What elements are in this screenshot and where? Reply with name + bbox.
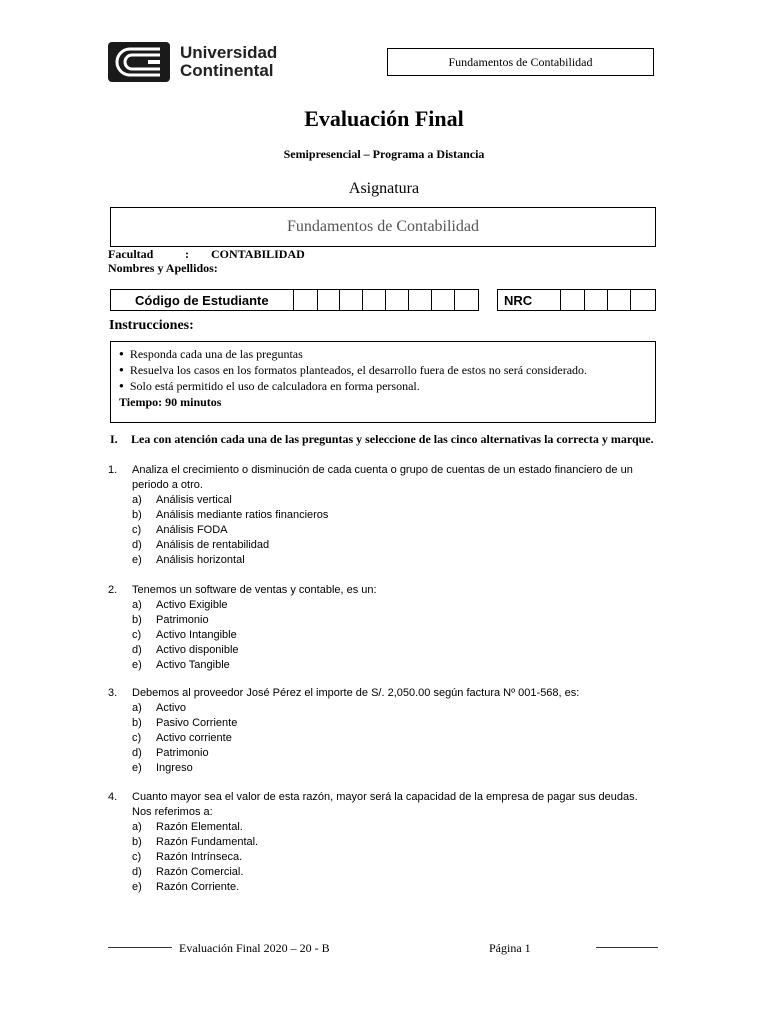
option[interactable]: b) Patrimonio [132, 614, 209, 626]
asignatura-label: Asignatura [348, 180, 420, 197]
question-text: Cuanto mayor sea el valor de esta razón, mayor será la capacidad de la empresa de pagar sus deudas. Nos referimos a: [132, 791, 638, 818]
question-text: Debemos al proveedor José Pérez el importe de S/. 2,050.00 según factura Nº 001-568, es: [132, 687, 580, 699]
question-3 [108, 686, 658, 776]
question-text: Analiza el crecimiento o disminución de cada cuenta o grupo de cuentas de un estado financiero de un periodo a otro. [132, 464, 633, 491]
question-number: 4. [108, 791, 118, 803]
asignatura-value: Fundamentos de Contabilidad [287, 218, 479, 235]
code-digit-box[interactable] [431, 289, 455, 311]
names-label: Nombres y Apellidos: [108, 261, 218, 275]
question-text: Tenemos un software de ventas y contable, es un: [132, 584, 377, 596]
section-text: Lea con atención cada una de las preguntas y seleccione de las cinco alternativas la correcta y marque. [131, 432, 654, 446]
page-number: Página 1 [489, 941, 531, 955]
section-number: I. [110, 432, 118, 446]
nrc-digit-box[interactable] [560, 289, 585, 311]
option[interactable]: c) Activo Intangible [132, 629, 237, 641]
question-number: 3. [108, 687, 118, 699]
option[interactable]: e) Activo Tangible [132, 659, 230, 671]
nrc-label: NRC [497, 289, 561, 311]
option[interactable]: c) Razón Intrínseca. [132, 851, 243, 863]
question-number: 2. [108, 584, 118, 596]
nrc-digit-box[interactable] [607, 289, 631, 311]
code-digit-box[interactable] [385, 289, 409, 311]
instruction-item: ● Resuelva los casos en los formatos planteados, el desarrollo fuera de estos no será considerado. [119, 363, 647, 379]
code-digit-box[interactable] [317, 289, 340, 311]
time-limit: Tiempo: 90 minutos [119, 395, 222, 409]
section-heading [110, 431, 658, 447]
instruction-item: ● Responda cada una de las preguntas [119, 347, 647, 363]
nrc-digit-box[interactable] [630, 289, 656, 311]
instruction-item: ● Solo está permitido el uso de calculadora en forma personal. [119, 379, 647, 395]
option[interactable]: d) Activo disponible [132, 644, 239, 656]
option[interactable]: c) Análisis FODA [132, 524, 228, 536]
option[interactable]: b) Pasivo Corriente [132, 717, 238, 729]
faculty-block [108, 247, 305, 275]
code-digit-box[interactable] [293, 289, 318, 311]
option[interactable]: d) Análisis de rentabilidad [132, 539, 270, 551]
instructions-box [110, 341, 656, 423]
option[interactable]: a) Razón Elemental. [132, 821, 243, 833]
option[interactable]: e) Razón Corriente. [132, 881, 240, 893]
nrc-digit-box[interactable] [584, 289, 608, 311]
code-digit-box[interactable] [454, 289, 479, 311]
page-subtitle: Semipresencial – Programa a Distancia [283, 147, 485, 161]
option[interactable]: a) Análisis vertical [132, 494, 232, 506]
university-name: Universidad Continental [180, 43, 278, 80]
faculty-label: Facultad [108, 247, 154, 261]
question-2 [108, 583, 658, 673]
option[interactable]: a) Activo [132, 702, 186, 714]
option[interactable]: e) Ingreso [132, 762, 193, 774]
student-code-label: Código de Estudiante [110, 289, 294, 311]
question-number: 1. [108, 464, 118, 476]
option[interactable]: b) Análisis mediante ratios financieros [132, 509, 329, 521]
question-1 [108, 463, 658, 568]
option[interactable]: b) Razón Fundamental. [132, 836, 259, 848]
asignatura-box [110, 207, 656, 247]
option[interactable]: a) Activo Exigible [132, 599, 228, 611]
course-header-text: Fundamentos de Contabilidad [448, 54, 593, 69]
page-title: Evaluación Final [304, 106, 464, 131]
faculty-separator: : [185, 247, 189, 261]
code-digit-box[interactable] [408, 289, 432, 311]
footer-rule-right [596, 947, 658, 948]
continental-logo-icon [108, 40, 172, 84]
option[interactable]: d) Razón Comercial. [132, 866, 244, 878]
question-4 [108, 790, 658, 895]
instructions-heading: Instrucciones: [109, 318, 194, 333]
code-digit-box[interactable] [362, 289, 386, 311]
faculty-value: CONTABILIDAD [211, 247, 305, 261]
course-header-box [387, 48, 654, 76]
option[interactable]: c) Activo corriente [132, 732, 232, 744]
option[interactable]: e) Análisis horizontal [132, 554, 245, 566]
footer-text: Evaluación Final 2020 – 20 - B [179, 941, 330, 955]
option[interactable]: d) Patrimonio [132, 747, 209, 759]
footer-rule-left [108, 947, 172, 948]
code-digit-box[interactable] [339, 289, 363, 311]
